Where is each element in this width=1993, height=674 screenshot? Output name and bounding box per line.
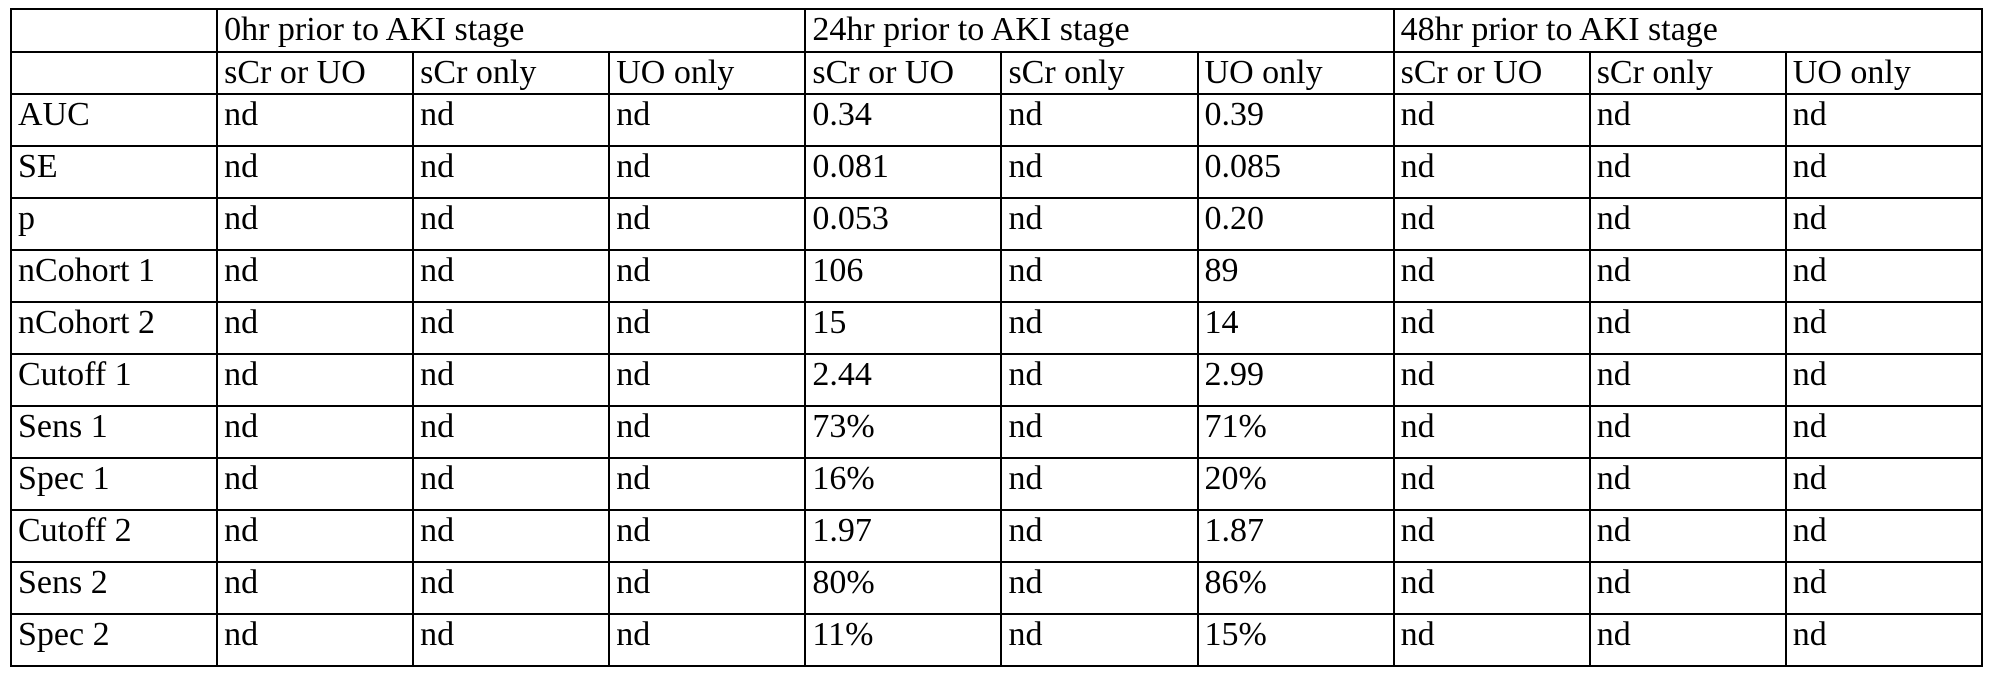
table-cell: nd xyxy=(1786,146,1982,198)
table-cell: 89 xyxy=(1198,250,1394,302)
table-cell: 14 xyxy=(1198,302,1394,354)
table-cell: nd xyxy=(1394,458,1590,510)
table-cell: nd xyxy=(217,198,413,250)
table-cell: nd xyxy=(217,250,413,302)
table-cell: nd xyxy=(217,94,413,146)
subheader-row xyxy=(11,52,1982,95)
table-cell: nd xyxy=(1590,406,1786,458)
table-cell: 20% xyxy=(1198,458,1394,510)
table-cell: nd xyxy=(609,198,805,250)
table-cell: nd xyxy=(413,406,609,458)
table-cell: nd xyxy=(413,614,609,666)
table-cell: nd xyxy=(1394,406,1590,458)
table-cell: nd xyxy=(413,562,609,614)
table-cell: nd xyxy=(1394,562,1590,614)
table-cell: nd xyxy=(413,458,609,510)
table-cell: nd xyxy=(413,510,609,562)
table-cell: nd xyxy=(1786,614,1982,666)
table-cell: 0.053 xyxy=(805,198,1001,250)
table-row xyxy=(11,458,1982,510)
table-cell: nd xyxy=(1590,250,1786,302)
table-cell: 15 xyxy=(805,302,1001,354)
table-row xyxy=(11,406,1982,458)
table-cell: nd xyxy=(217,614,413,666)
table-cell: nd xyxy=(1590,614,1786,666)
row-label: p xyxy=(11,198,217,250)
table-row xyxy=(11,562,1982,614)
table-cell: nd xyxy=(609,614,805,666)
table-cell: nd xyxy=(1786,94,1982,146)
table-cell: nd xyxy=(1394,614,1590,666)
subheader-corner-cell xyxy=(11,52,217,95)
table-cell: 0.20 xyxy=(1198,198,1394,250)
table-cell: 15% xyxy=(1198,614,1394,666)
table-cell: nd xyxy=(1001,354,1197,406)
table-cell: 86% xyxy=(1198,562,1394,614)
table-cell: nd xyxy=(609,458,805,510)
table-cell: nd xyxy=(609,354,805,406)
table-row xyxy=(11,146,1982,198)
table-cell: nd xyxy=(1394,250,1590,302)
table-cell: nd xyxy=(1394,94,1590,146)
table-cell: nd xyxy=(413,354,609,406)
table-cell: 80% xyxy=(805,562,1001,614)
subheader-cell: sCr only xyxy=(413,52,609,95)
table-cell: nd xyxy=(217,406,413,458)
table-cell: nd xyxy=(1786,406,1982,458)
table-cell: 73% xyxy=(805,406,1001,458)
table-cell: nd xyxy=(217,510,413,562)
table-cell: 2.99 xyxy=(1198,354,1394,406)
table-row xyxy=(11,250,1982,302)
table-cell: 0.081 xyxy=(805,146,1001,198)
table-cell: nd xyxy=(1786,458,1982,510)
table-cell: 0.34 xyxy=(805,94,1001,146)
table-cell: nd xyxy=(1590,510,1786,562)
table-cell: nd xyxy=(1786,562,1982,614)
table-cell: nd xyxy=(609,250,805,302)
table-cell: 11% xyxy=(805,614,1001,666)
table-cell: nd xyxy=(609,146,805,198)
table-cell: nd xyxy=(1786,250,1982,302)
table-cell: nd xyxy=(1001,406,1197,458)
table-cell: nd xyxy=(1001,562,1197,614)
table-cell: nd xyxy=(609,94,805,146)
table-cell: 16% xyxy=(805,458,1001,510)
table-cell: nd xyxy=(1590,458,1786,510)
table-cell: nd xyxy=(1590,146,1786,198)
table-cell: nd xyxy=(1001,146,1197,198)
table-cell: nd xyxy=(413,302,609,354)
subheader-cell: sCr or UO xyxy=(805,52,1001,95)
subheader-cell: UO only xyxy=(609,52,805,95)
row-label: Sens 1 xyxy=(11,406,217,458)
table-cell: nd xyxy=(1590,198,1786,250)
table-cell: 106 xyxy=(805,250,1001,302)
table-cell: 0.085 xyxy=(1198,146,1394,198)
table-cell: nd xyxy=(1394,198,1590,250)
row-label: Cutoff 2 xyxy=(11,510,217,562)
table-cell: nd xyxy=(1394,510,1590,562)
table-cell: nd xyxy=(1786,302,1982,354)
table-cell: nd xyxy=(217,146,413,198)
table-cell: nd xyxy=(1590,354,1786,406)
table-cell: nd xyxy=(1001,510,1197,562)
subheader-cell: UO only xyxy=(1198,52,1394,95)
group-header-row xyxy=(11,9,1982,52)
table-row xyxy=(11,614,1982,666)
table-cell: nd xyxy=(1394,302,1590,354)
row-label: Spec 1 xyxy=(11,458,217,510)
row-label: AUC xyxy=(11,94,217,146)
table-cell: 71% xyxy=(1198,406,1394,458)
table-cell: nd xyxy=(1001,458,1197,510)
table-cell: 1.97 xyxy=(805,510,1001,562)
row-label: Sens 2 xyxy=(11,562,217,614)
table-cell: 1.87 xyxy=(1198,510,1394,562)
table-row xyxy=(11,510,1982,562)
table-cell: nd xyxy=(1590,562,1786,614)
row-label: SE xyxy=(11,146,217,198)
table-row xyxy=(11,94,1982,146)
table-cell: nd xyxy=(1001,302,1197,354)
table-cell: nd xyxy=(1786,198,1982,250)
table-row xyxy=(11,302,1982,354)
table-cell: nd xyxy=(217,302,413,354)
table-cell: nd xyxy=(1001,198,1197,250)
table-head xyxy=(11,9,1982,94)
table-cell: nd xyxy=(1001,250,1197,302)
group-header-0hr: 0hr prior to AKI stage xyxy=(217,9,805,52)
subheader-cell: sCr only xyxy=(1001,52,1197,95)
table-cell: nd xyxy=(1786,354,1982,406)
subheader-cell: sCr or UO xyxy=(217,52,413,95)
table-cell: nd xyxy=(1786,510,1982,562)
table-cell: 0.39 xyxy=(1198,94,1394,146)
table-cell: nd xyxy=(609,406,805,458)
group-header-48hr: 48hr prior to AKI stage xyxy=(1394,9,1982,52)
table-cell: nd xyxy=(1590,302,1786,354)
subheader-cell: sCr or UO xyxy=(1394,52,1590,95)
table-cell: nd xyxy=(1394,146,1590,198)
group-header-24hr: 24hr prior to AKI stage xyxy=(805,9,1393,52)
table-cell: nd xyxy=(217,562,413,614)
table-cell: nd xyxy=(1394,354,1590,406)
row-label: nCohort 1 xyxy=(11,250,217,302)
table-cell: nd xyxy=(1001,94,1197,146)
table-cell: nd xyxy=(609,510,805,562)
table-cell: 2.44 xyxy=(805,354,1001,406)
table-cell: nd xyxy=(609,302,805,354)
table-cell: nd xyxy=(217,458,413,510)
table-cell: nd xyxy=(1001,614,1197,666)
row-label: nCohort 2 xyxy=(11,302,217,354)
table-corner-cell xyxy=(11,9,217,52)
table-cell: nd xyxy=(609,562,805,614)
aki-performance-table xyxy=(10,8,1983,667)
table-cell: nd xyxy=(1590,94,1786,146)
subheader-cell: UO only xyxy=(1786,52,1982,95)
table-row xyxy=(11,354,1982,406)
row-label: Spec 2 xyxy=(11,614,217,666)
table-cell: nd xyxy=(413,146,609,198)
table-row xyxy=(11,198,1982,250)
subheader-cell: sCr only xyxy=(1590,52,1786,95)
table-cell: nd xyxy=(413,94,609,146)
table-cell: nd xyxy=(413,250,609,302)
table-body xyxy=(11,94,1982,666)
table-cell: nd xyxy=(413,198,609,250)
table-cell: nd xyxy=(217,354,413,406)
row-label: Cutoff 1 xyxy=(11,354,217,406)
